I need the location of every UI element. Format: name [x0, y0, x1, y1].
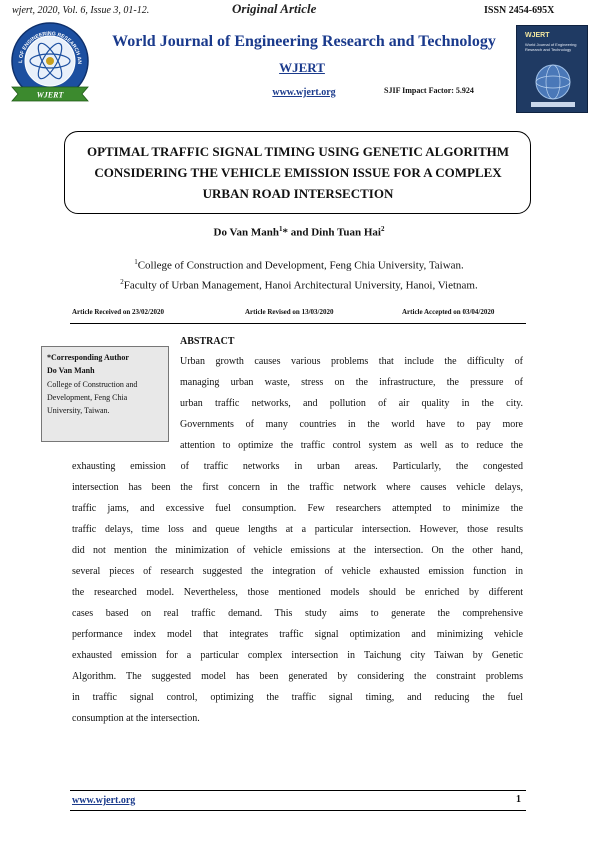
date-accepted: Article Accepted on 03/04/2020: [402, 308, 495, 316]
affiliation-1-sup: 1: [134, 258, 138, 266]
corresponding-author-heading: *Corresponding Author: [47, 353, 129, 362]
abstract-line: exhausting emission of traffic networks in urban areas. Particularly, the congested: [72, 461, 523, 472]
logo-ring-text: L OF ENGINEERING RESEARCH AN: [17, 30, 83, 65]
abstract-line: urban traffic networks, and pollution of air quality in the city.: [180, 398, 523, 409]
affiliation-2-text: Faculty of Urban Management, Hanoi Architectural University, Hanoi, Vietnam.: [123, 279, 478, 292]
abstract-line: several pieces of research suggested the integration of vehicle exhausted emission function in: [72, 566, 523, 577]
abstract-line: did not mention the minimization of vehicle emissions at the intersection. On the other hand,: [72, 545, 523, 556]
cover-title: World Journal of Engineering Research and Technology: [525, 42, 577, 52]
abstract-line: performance index model that integrates traffic signal optimization and minimizing vehicle: [72, 629, 523, 640]
abstract-line: Governments of many countries in the world have to pay more: [180, 419, 523, 430]
abstract-line: in traffic signal control, optimizing the traffic signal timing, and reducing the fuel: [72, 692, 523, 703]
abstract-line: cases based on real traffic demand. This study aims to generate the comprehensive: [72, 608, 523, 619]
footer-divider-bottom: [70, 810, 526, 811]
logo-ribbon-text: WJERT: [36, 90, 64, 100]
abstract-line: managing urban waste, stress on the infrastructure, the pressure of: [180, 377, 523, 388]
footer-website-link[interactable]: www.wjert.org: [72, 795, 136, 806]
author-and: and: [290, 226, 309, 239]
abstract-line: the researched model. Nevertheless, those mentioned models should be enriched by different: [72, 587, 523, 598]
article-title: OPTIMAL TRAFFIC SIGNAL TIMING USING GENETIC ALGORITHM CONSIDERING THE VEHICLE EMISSION ISSUE FOR A COMPLEX URBAN ROAD INTERSECTION: [86, 144, 510, 201]
abstract-heading: ABSTRACT: [180, 336, 235, 347]
cover-brand: WJERT: [525, 32, 550, 39]
date-revised: Article Revised on 13/03/2020: [245, 308, 334, 316]
abstract-line: attention to optimize the traffic control system as well as to reduce the: [180, 440, 523, 451]
abstract-line: traffic delays, time loss and queue lengths at a particular intersection. However, those results: [72, 524, 523, 535]
footer-divider-top: [70, 790, 526, 791]
author-2-affil-sup: 2: [380, 225, 385, 233]
affiliation-1-text: College of Construction and Development, Feng Chia University, Taiwan.: [137, 259, 464, 272]
article-type: Original Article: [232, 1, 317, 16]
journal-website-link[interactable]: www.wjert.org: [272, 87, 336, 98]
abstract-line: intersection has been the first concern in the traffic network where causes vehicle delays,: [72, 482, 523, 493]
abstract-line: Urban growth causes various problems that include the difficulty of: [180, 356, 523, 367]
impact-factor: SJIF Impact Factor: 5.924: [384, 86, 474, 95]
issn: ISSN 2454-695X: [484, 5, 555, 16]
page-number: 1: [516, 794, 521, 805]
citation: wjert, 2020, Vol. 6, Issue 3, 01-12.: [12, 5, 150, 16]
corresponding-star: *: [282, 226, 288, 239]
abstract-line: exhausted emission for a particular complex intersection in Taichung city Taiwan by Genetic: [72, 650, 523, 661]
author-2: Dinh Tuan Hai: [311, 226, 381, 239]
journal-abbreviation: WJERT: [279, 60, 325, 75]
abstract-line: consumption at the intersection.: [72, 713, 200, 724]
corresponding-author-name: Do Van Manh: [47, 366, 95, 375]
abstract-line: Algorithm. The suggested model has been generated by considering the constraint problems: [72, 671, 523, 682]
corresponding-author-address: College of Construction and Development, Feng Chia University, Taiwan.: [47, 380, 138, 415]
date-received: Article Received on 23/02/2020: [72, 308, 164, 316]
affiliation-2-sup: 2: [120, 278, 124, 286]
abstract-line: traffic jams, and excessive fuel consumption. Few researchers attempted to minimize the: [72, 503, 523, 514]
author-1: Do Van Manh: [213, 226, 279, 239]
journal-title: World Journal of Engineering Research and Technology: [112, 33, 496, 50]
author-1-affil-sup: 1: [278, 225, 283, 233]
